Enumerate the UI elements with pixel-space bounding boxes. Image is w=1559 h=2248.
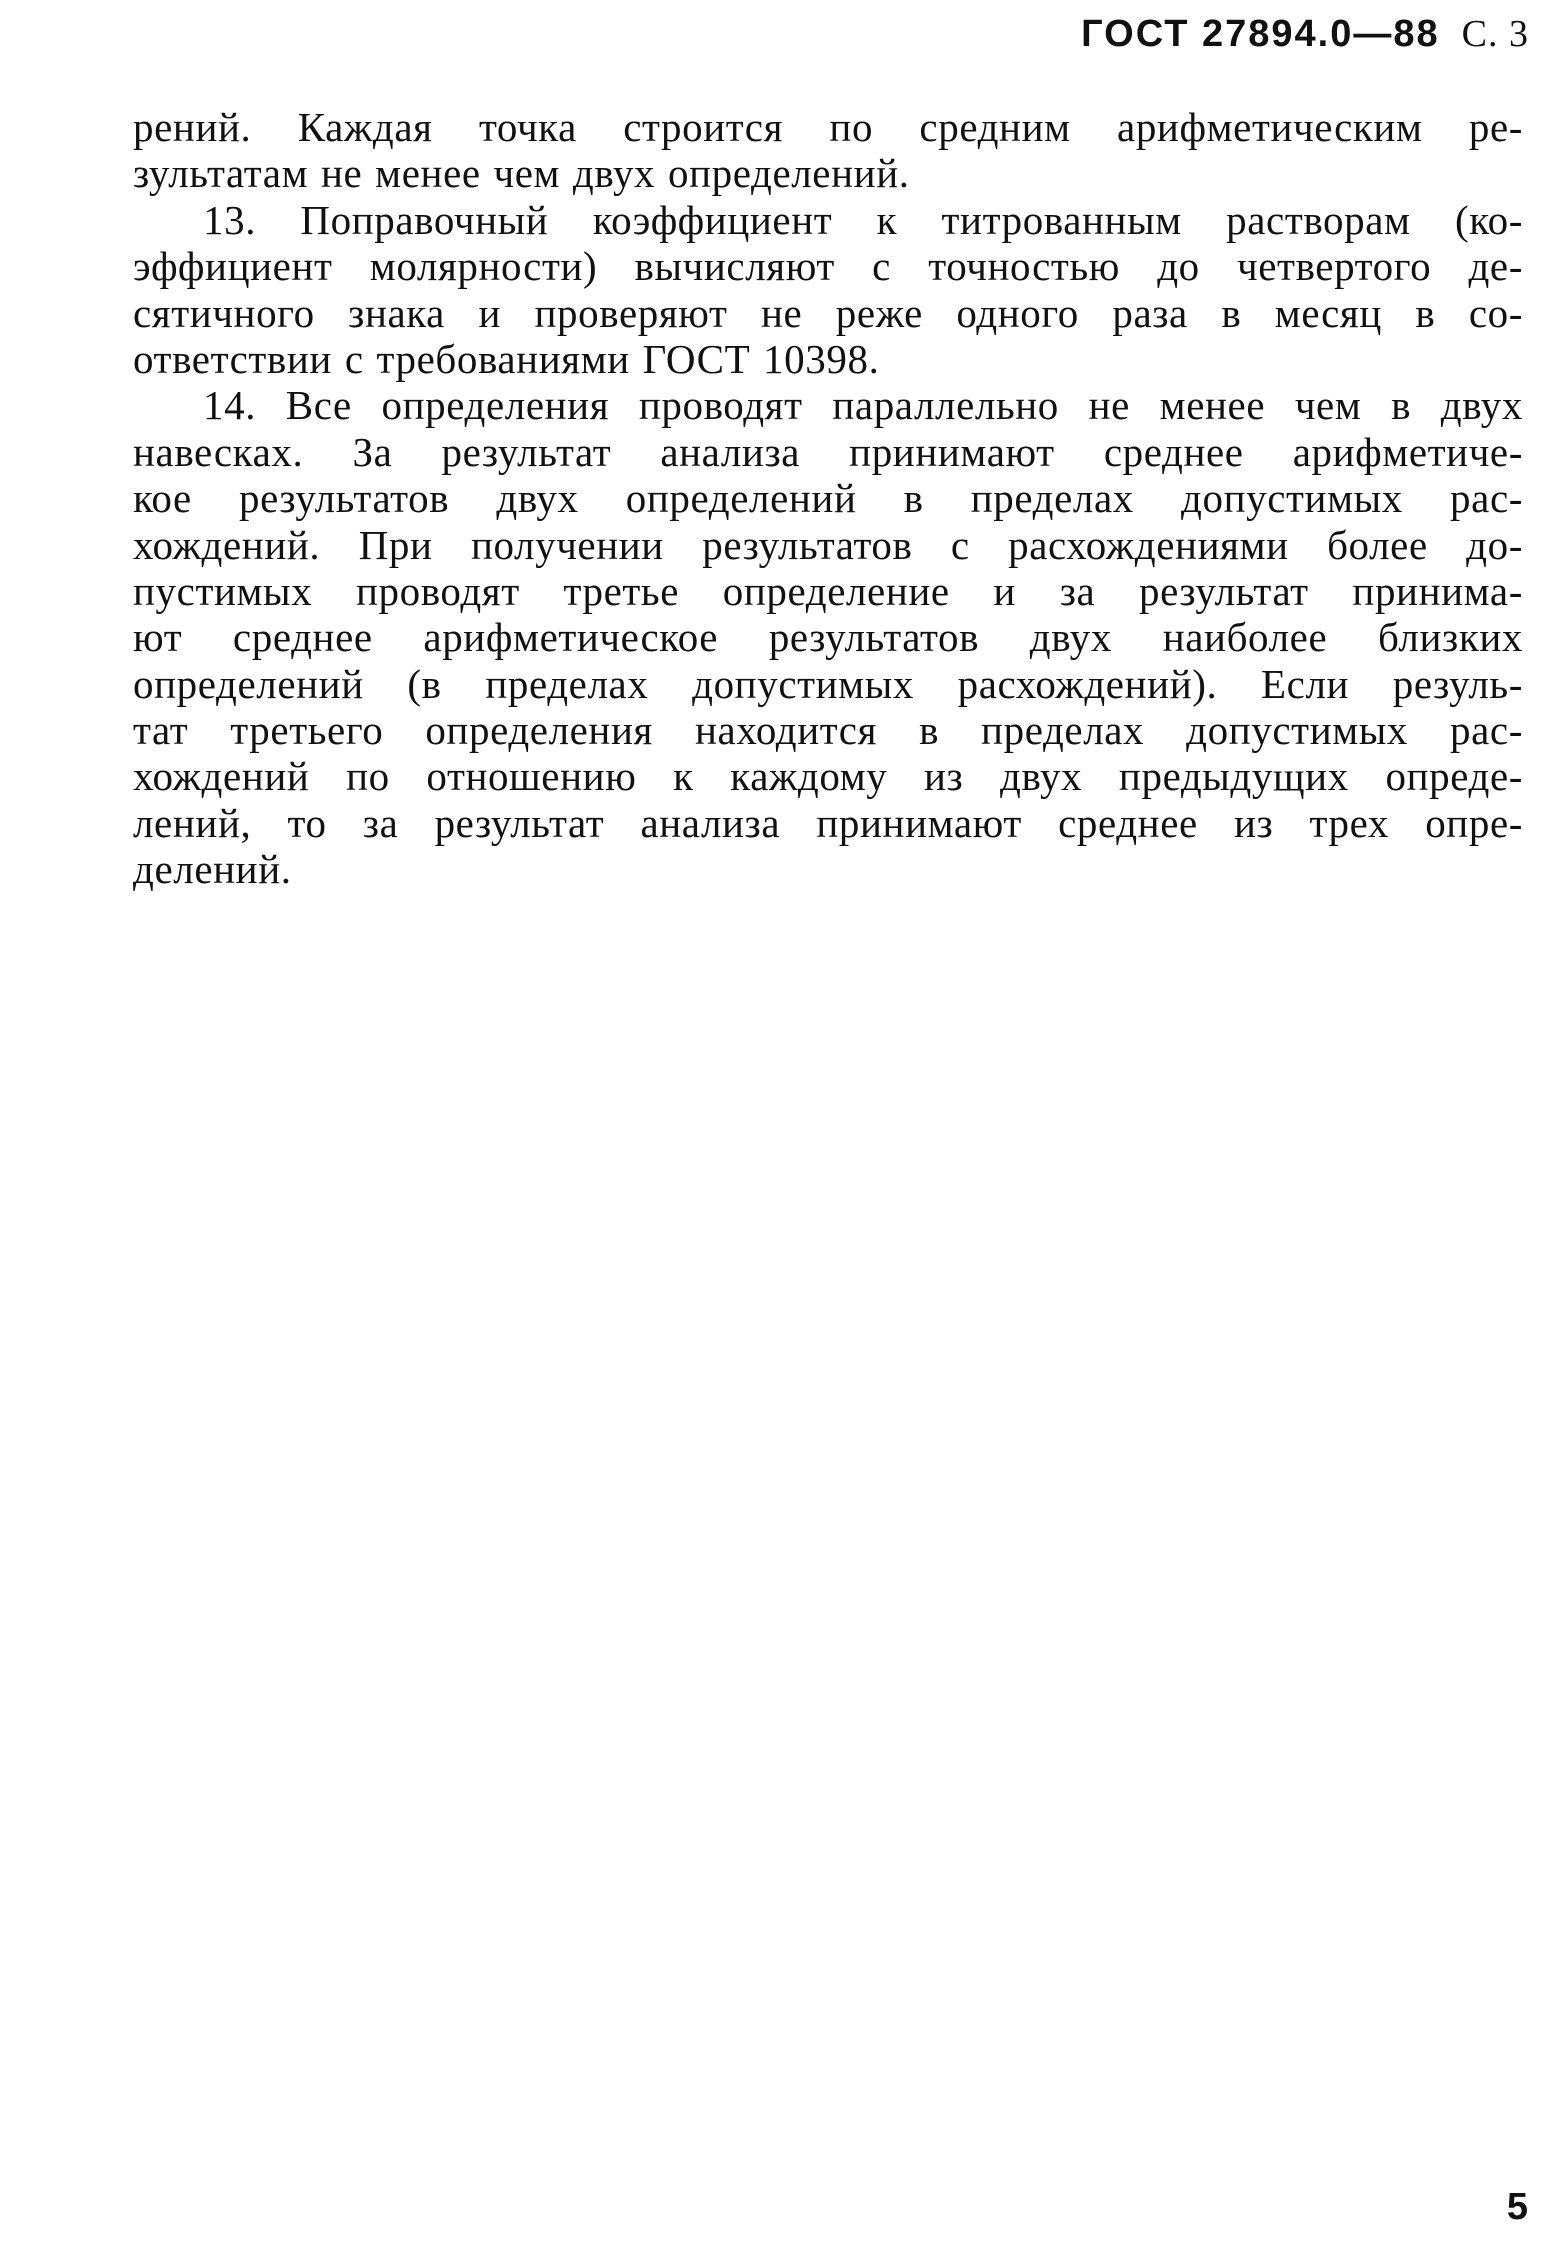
text-line: 13. Поправочный коэффициент к титрованным растворам (ко- <box>203 196 1523 243</box>
text-line: кое результатов двух определений в пределах допустимых рас- <box>133 475 1523 522</box>
text-line: ют среднее арифметическое результатов двух наиболее близких <box>133 614 1523 661</box>
page-number: 5 <box>1506 2186 1528 2228</box>
text-line: навесках. За результат анализа принимают среднее арифметиче- <box>133 428 1523 475</box>
text-line: хождений. При получении результатов с расхождениями более до- <box>133 521 1523 568</box>
body-text <box>133 104 1523 893</box>
standard-designation: ГОСТ 27894.0—88 <box>1081 13 1440 55</box>
text-line: ответствии с требованиями ГОСТ 10398. <box>133 335 880 382</box>
page-header <box>1081 12 1529 56</box>
text-line: хождений по отношению к каждому из двух предыдущих опреде- <box>133 753 1523 800</box>
text-line: зультатам не менее чем двух определений. <box>133 150 910 197</box>
text-line: сятичного знака и проверяют не реже одного раза в месяц в со- <box>133 289 1523 336</box>
text-line: определений (в пределах допустимых расхождений). Если резуль- <box>133 660 1523 707</box>
text-line: тат третьего определения находится в пределах допустимых рас- <box>133 707 1523 754</box>
page-label: С. 3 <box>1461 13 1529 55</box>
text-line: рений. Каждая точка строится по средним арифметическим ре- <box>133 104 1523 150</box>
text-line: эффициент молярности) вычисляют с точностью до четвертого де- <box>133 243 1523 290</box>
text-line: лений, то за результат анализа принимают среднее из трех опре- <box>133 799 1523 846</box>
text-line: пустимых проводят третье определение и за результат принима- <box>133 567 1523 614</box>
text-line: делений. <box>133 846 292 893</box>
text-line: 14. Все определения проводят параллельно не менее чем в двух <box>203 382 1523 429</box>
